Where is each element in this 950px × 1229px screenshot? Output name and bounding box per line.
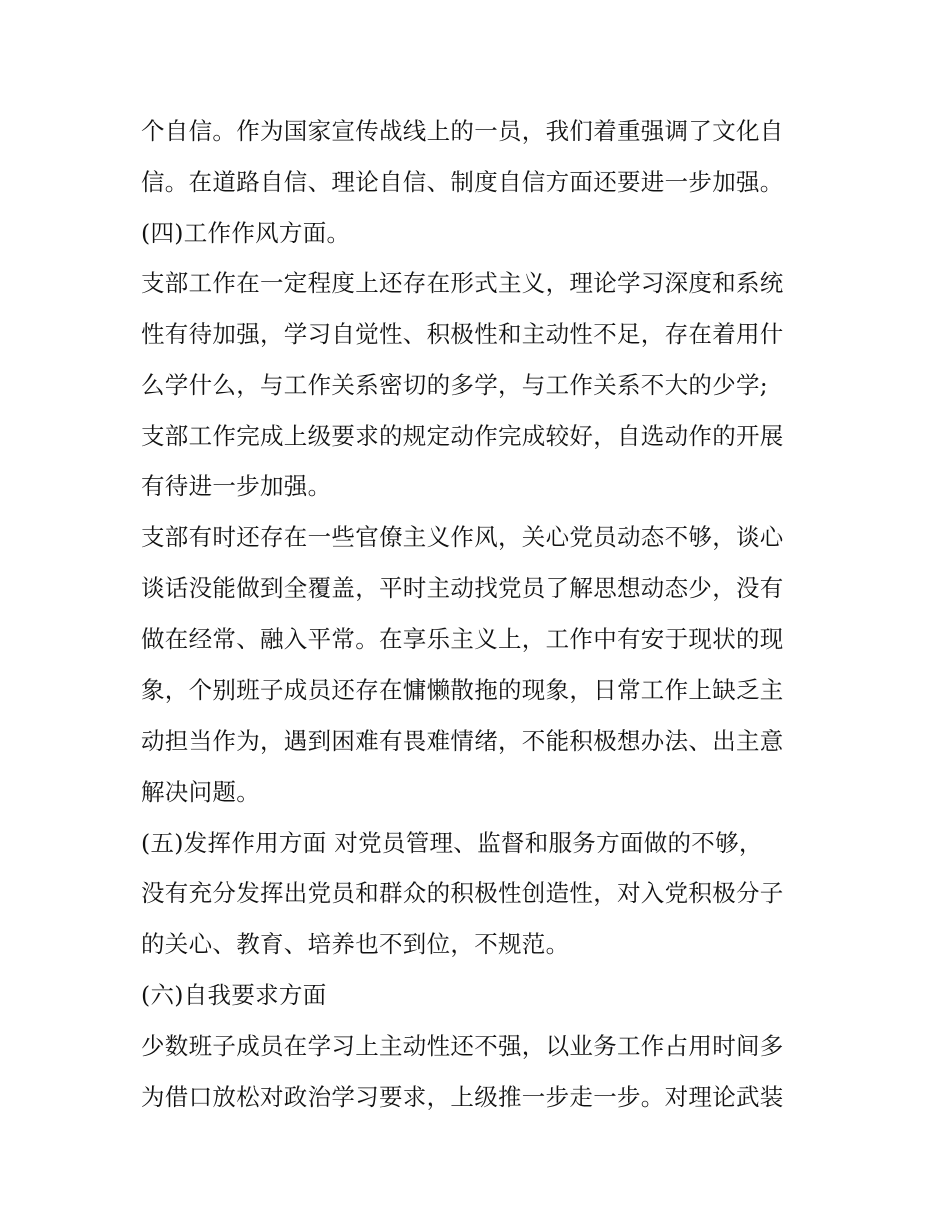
text-line: 做在经常、融入平常。在享乐主义上，工作中有安于现状的现 [141,625,784,653]
text-line: 么学什么，与工作关系密切的多学，与工作关系不大的少学; [141,371,769,399]
section-heading: (四)工作作风方面。 [141,219,351,247]
text-line: 象，个别班子成员还存在慵懒散拖的现象，日常工作上缺乏主 [141,676,784,704]
text-line: 支部工作在一定程度上还存在形式主义，理论学习深度和系统 [141,269,784,297]
text-line: 支部工作完成上级要求的规定动作完成较好，自选动作的开展 [141,422,784,450]
text-line: 的关心、教育、培养也不到位，不规范。 [141,930,570,958]
text-line: 性有待加强，学习自觉性、积极性和主动性不足，存在着用什 [141,320,784,348]
text-line: 少数班子成员在学习上主动性还不强，以业务工作占用时间多 [141,1032,784,1060]
text-line: 动担当作为，遇到困难有畏难情绪，不能积极想办法、出主意 [141,727,784,755]
text-line: 个自信。作为国家宣传战线上的一员，我们着重强调了文化自 [141,117,784,145]
text-line: 有待进一步加强。 [141,472,332,500]
section-heading: (五)发挥作用方面 对党员管理、监督和服务方面做的不够， [141,829,763,857]
text-line: 解决问题。 [141,778,260,806]
text-line: 为借口放松对政治学习要求，上级推一步走一步。对理论武装 [141,1083,784,1111]
text-line: 信。在道路自信、理论自信、制度自信方面还要进一步加强。 [141,168,784,196]
text-line: 没有充分发挥出党员和群众的积极性创造性，对入党积极分子 [141,879,784,907]
text-line: 谈话没能做到全覆盖，平时主动找党员了解思想动态少，没有 [141,574,784,602]
text-line: 支部有时还存在一些官僚主义作风，关心党员动态不够，谈心 [141,523,784,551]
section-heading: (六)自我要求方面 [141,981,327,1009]
